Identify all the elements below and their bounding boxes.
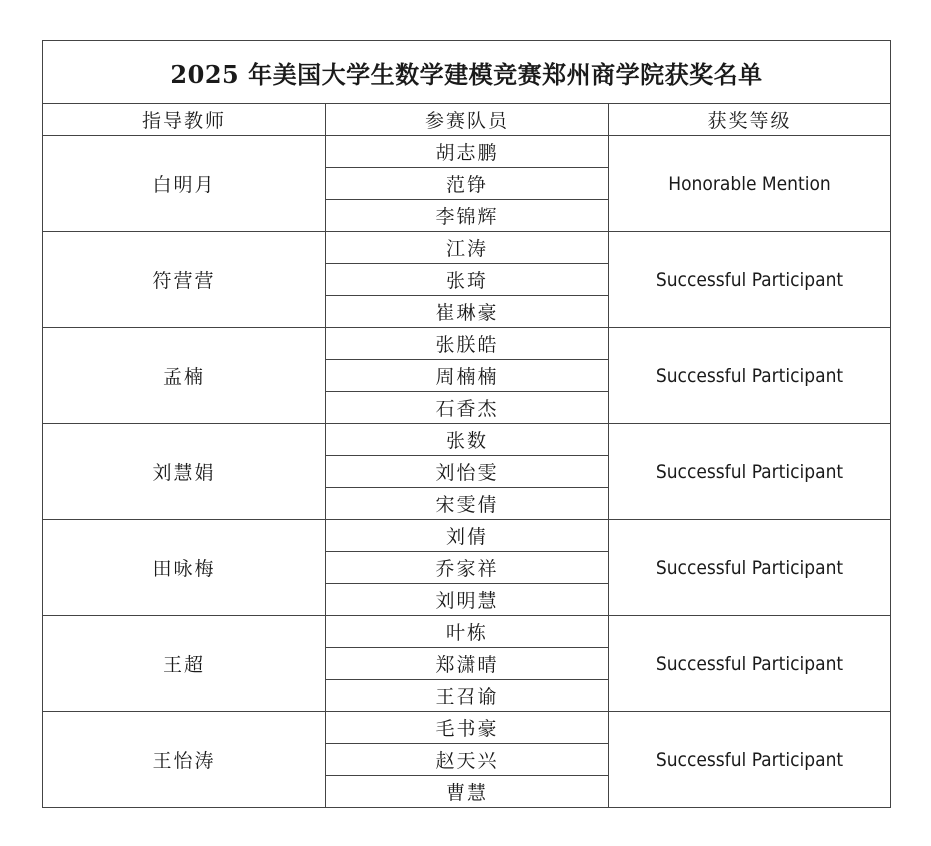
header-members: 参赛队员 <box>326 104 609 136</box>
award-cell: Successful Participant <box>609 232 891 328</box>
award-cell: Successful Participant <box>609 616 891 712</box>
header-award: 获奖等级 <box>609 104 891 136</box>
member-cell: 周楠楠 <box>326 360 609 392</box>
table-row <box>43 520 891 552</box>
advisor-cell: 白明月 <box>43 136 326 232</box>
member-cell: 曹慧 <box>326 776 609 808</box>
member-cell: 毛书豪 <box>326 712 609 744</box>
table-row <box>43 712 891 744</box>
member-cell: 刘明慧 <box>326 584 609 616</box>
member-cell: 乔家祥 <box>326 552 609 584</box>
header-advisor: 指导教师 <box>43 104 326 136</box>
member-cell: 范铮 <box>326 168 609 200</box>
table-row <box>43 424 891 456</box>
advisor-cell: 王怡涛 <box>43 712 326 808</box>
member-cell: 赵天兴 <box>326 744 609 776</box>
table-row <box>43 136 891 168</box>
award-cell: Successful Participant <box>609 520 891 616</box>
advisor-cell: 符营营 <box>43 232 326 328</box>
member-cell: 张数 <box>326 424 609 456</box>
member-cell: 胡志鹏 <box>326 136 609 168</box>
member-cell: 石香杰 <box>326 392 609 424</box>
table-row <box>43 328 891 360</box>
member-cell: 张琦 <box>326 264 609 296</box>
award-cell: Successful Participant <box>609 328 891 424</box>
member-cell: 宋雯倩 <box>326 488 609 520</box>
member-cell: 郑潇晴 <box>326 648 609 680</box>
advisor-cell: 田咏梅 <box>43 520 326 616</box>
advisor-cell: 王超 <box>43 616 326 712</box>
member-cell: 刘怡雯 <box>326 456 609 488</box>
member-cell: 张朕皓 <box>326 328 609 360</box>
member-cell: 刘倩 <box>326 520 609 552</box>
advisor-cell: 孟楠 <box>43 328 326 424</box>
member-cell: 崔琳豪 <box>326 296 609 328</box>
member-cell: 李锦辉 <box>326 200 609 232</box>
member-cell: 王召谕 <box>326 680 609 712</box>
award-cell: Successful Participant <box>609 424 891 520</box>
award-table <box>42 40 891 808</box>
table-row <box>43 232 891 264</box>
member-cell: 叶栋 <box>326 616 609 648</box>
table-row <box>43 616 891 648</box>
table-title: 2025 年美国大学生数学建模竞赛郑州商学院获奖名单 <box>43 41 891 104</box>
award-cell: Successful Participant <box>609 712 891 808</box>
member-cell: 江涛 <box>326 232 609 264</box>
award-cell: Honorable Mention <box>609 136 891 232</box>
advisor-cell: 刘慧娟 <box>43 424 326 520</box>
